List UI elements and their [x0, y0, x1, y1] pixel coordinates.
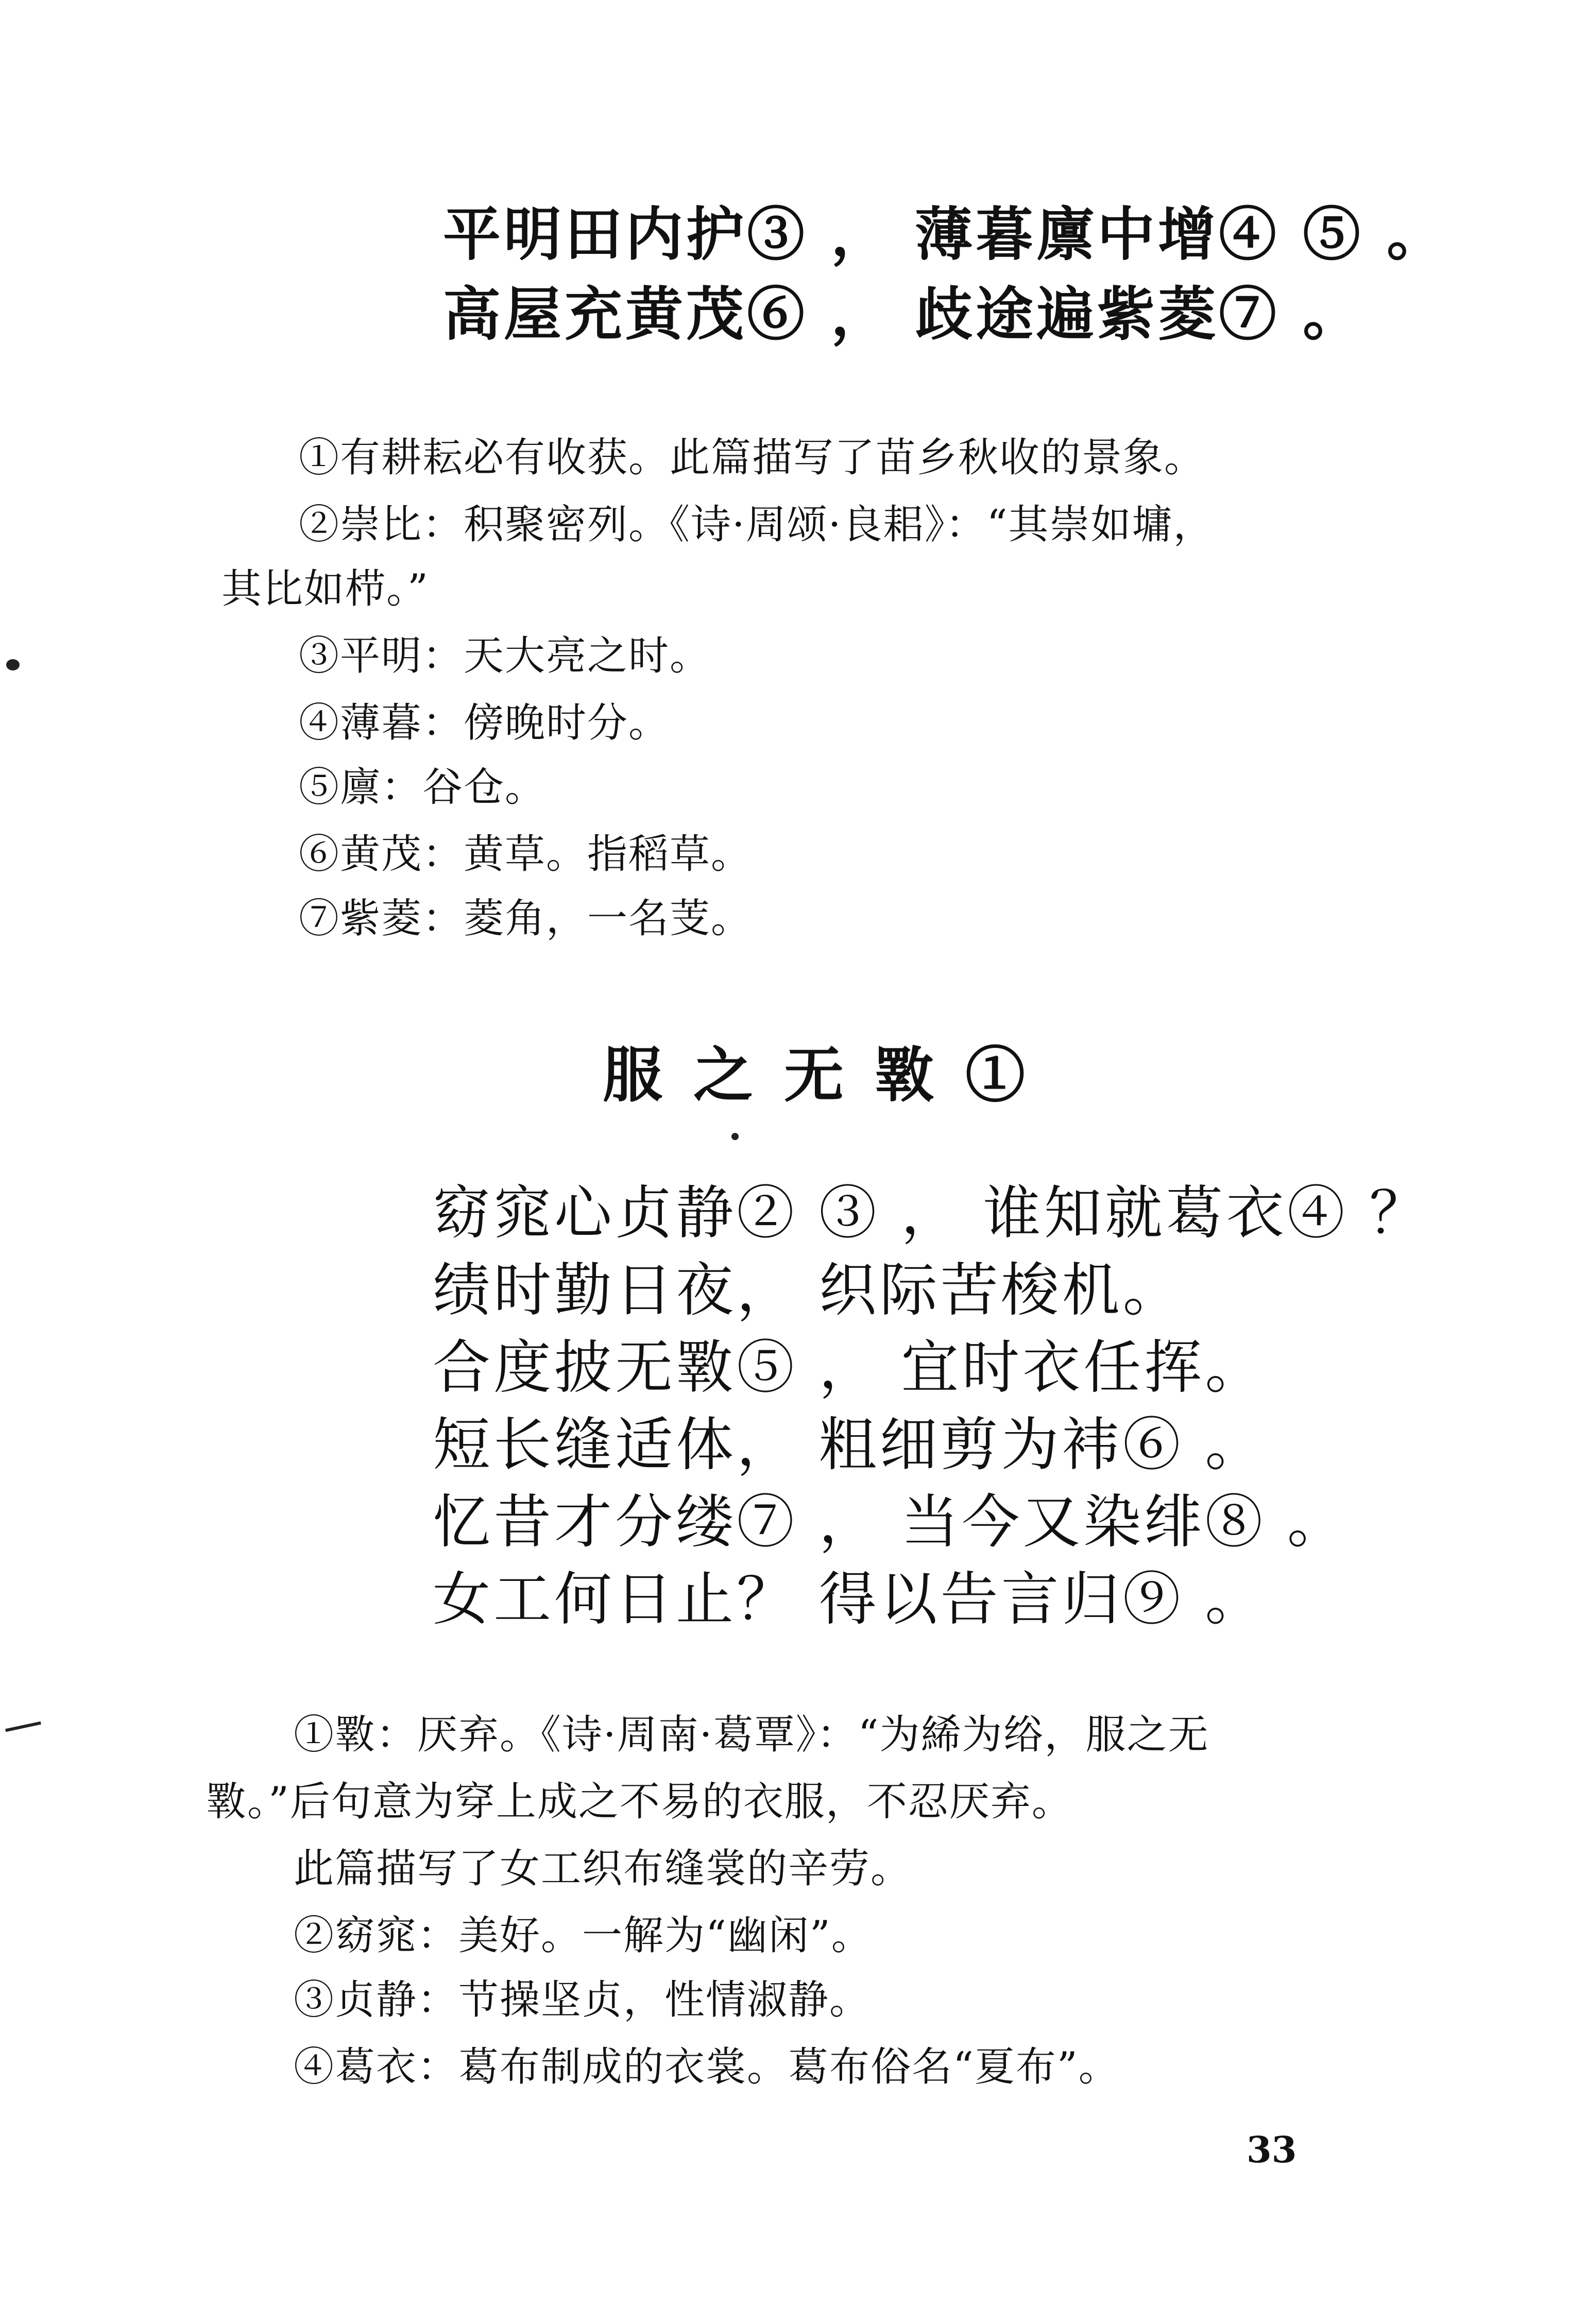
note-top-1: ①有耕耘必有收获。此篇描写了苗乡秋收的景象。: [299, 435, 1206, 481]
note-top-4: ④薄暮：傍晚时分。: [299, 700, 670, 746]
note-main-1-cont: 斁。”后句意为穿上成之不易的衣服，不忍厌弃。: [206, 1779, 1073, 1825]
poem-main-line-4: 短长缝适体， 粗细剪为袆⑥ 。: [433, 1411, 1266, 1478]
poem-top-line-2: 高屋充黄茂⑥ ， 歧途遍紫菱⑦ 。: [443, 281, 1363, 348]
page-number: 33: [1247, 2128, 1297, 2171]
scan-speck: [6, 659, 20, 670]
poem-main-line-6: 女工何日止？ 得以告言归⑨ 。: [433, 1566, 1266, 1633]
scan-mark: [5, 1722, 41, 1732]
scan-speck: [731, 1133, 739, 1140]
poem-main-line-5: 忆昔才分缕⑦ ， 当今又染绯⑧ 。: [433, 1489, 1348, 1556]
note-main-1: ①斁：厌弃。《诗·周南·葛覃》：“为絺为绤，服之无: [294, 1712, 1209, 1758]
note-top-3: ③平明：天大亮之时。: [299, 633, 711, 679]
note-main-3: ③贞静：节操坚贞，性情淑静。: [294, 1977, 871, 2023]
note-main-4: ④葛衣：葛布制成的衣裳。葛布俗名“夏布”。: [294, 2044, 1120, 2090]
note-top-7: ⑦紫菱：菱角，一名芰。: [299, 896, 753, 942]
section-title: 服之无斁①: [603, 1040, 1056, 1110]
note-main-summary: 此篇描写了女工织布缝裳的辛劳。: [294, 1846, 912, 1892]
note-top-2-cont: 其比如栉。”: [221, 566, 429, 612]
poem-main-line-3: 合度披无斁⑤ ， 宜时衣任挥。: [433, 1334, 1266, 1401]
note-top-2: ②崇比：积聚密列。《诗·周颂·良耜》：“其崇如墉，: [299, 502, 1215, 548]
poem-main-line-2: 绩时勤日夜， 织际苦梭机。: [433, 1257, 1184, 1324]
poem-top-line-1: 平明田内护③ ， 薄暮廪中增④ ⑤ 。: [443, 201, 1447, 268]
note-main-2: ②窈窕：美好。一解为“幽闲”。: [294, 1913, 873, 1959]
poem-main-line-1: 窈窕心贞静② ③ ， 谁知就葛衣④ ？: [433, 1180, 1430, 1247]
note-top-5: ⑤廪：谷仓。: [299, 764, 547, 811]
note-top-6: ⑥黄茂：黄草。指稻草。: [299, 831, 753, 877]
